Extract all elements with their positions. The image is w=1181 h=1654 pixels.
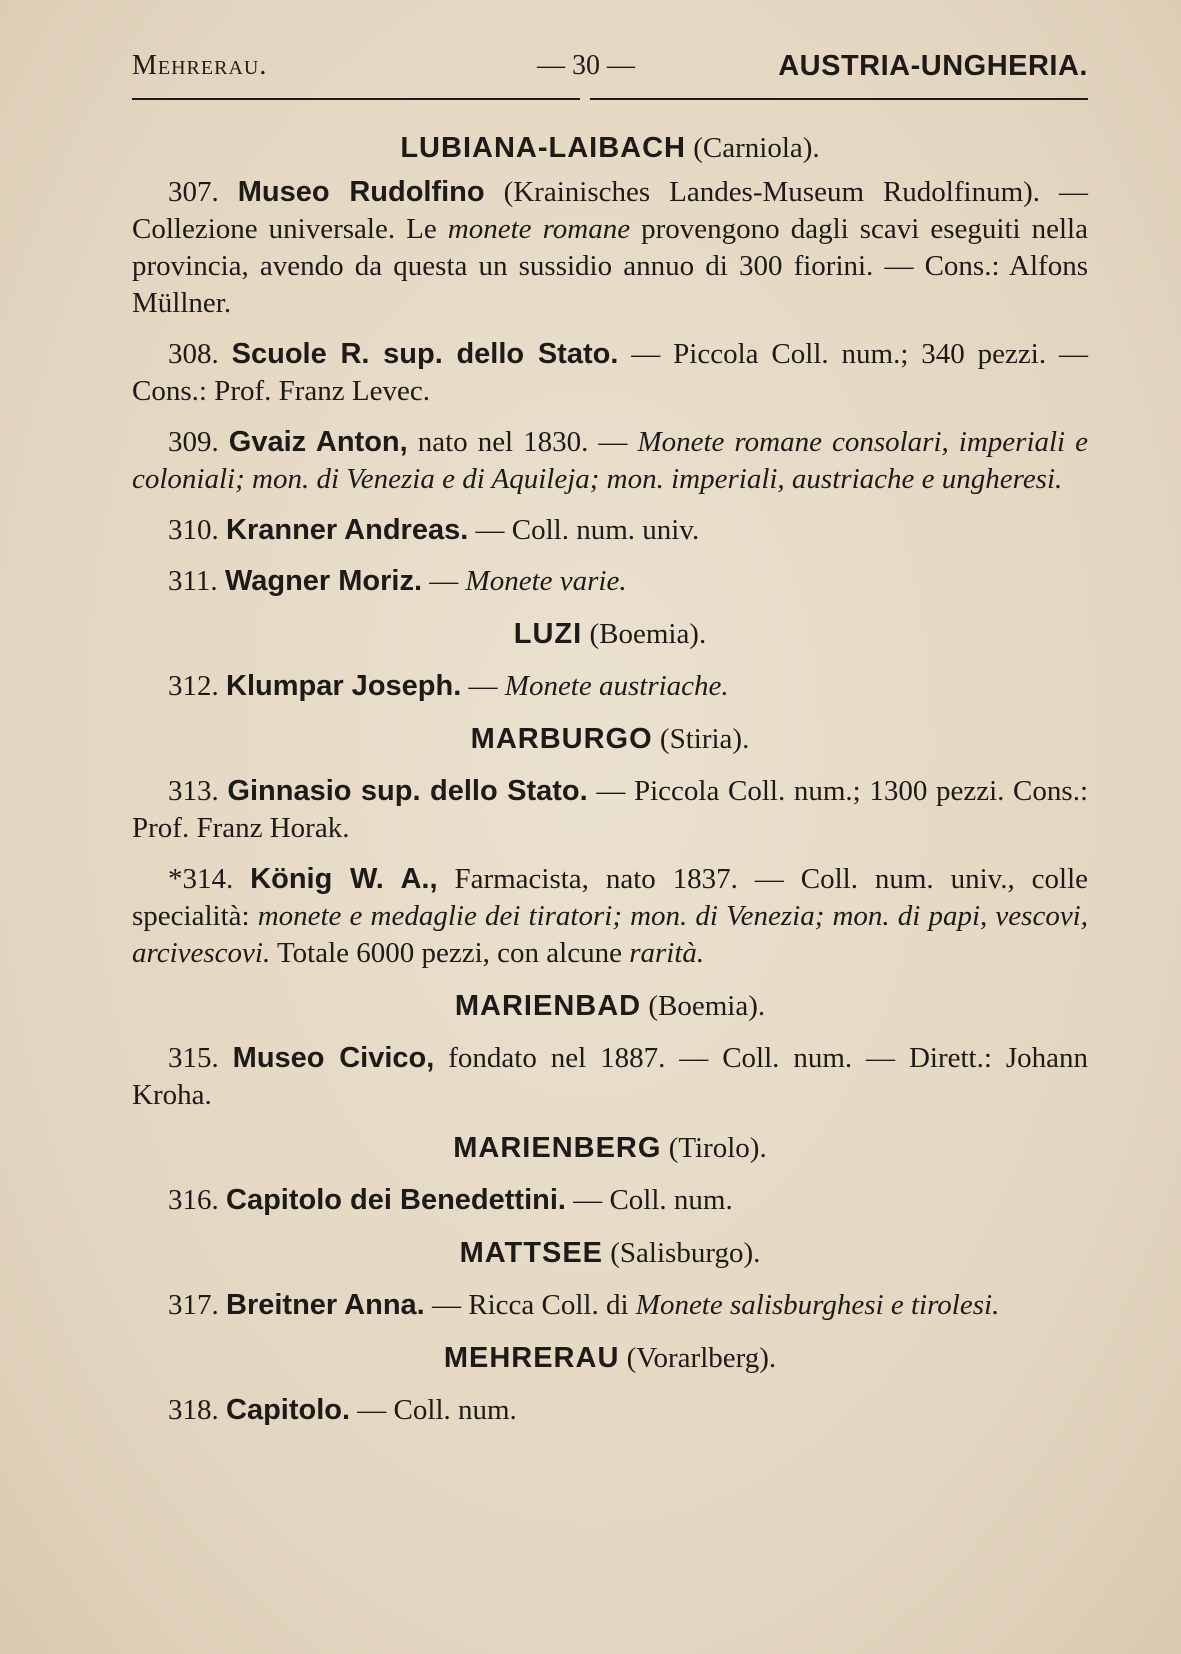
- section-region: (Boemia).: [648, 990, 766, 1022]
- entry-name: Scuole R. sup. dello Stato.: [231, 338, 619, 370]
- entry-text: (Krainisches Landes-Museum Rudolfinum). — Collezione universale. Le: [132, 176, 1089, 245]
- entry-number: 310.: [168, 514, 219, 546]
- entry: [132, 1287, 1088, 1324]
- entry-name: Wagner Moriz.: [224, 565, 423, 597]
- header-rule-right: [590, 98, 1088, 100]
- entry-number: 316.: [168, 1184, 219, 1216]
- section-city: MARIENBAD: [454, 990, 642, 1022]
- entry-italic: Monete salisburghesi e tirolesi.: [635, 1289, 1000, 1321]
- header-rule-left: [132, 98, 580, 100]
- entry-text: — Piccola Coll. num.; 340 pezzi. — Cons.: Prof. Franz Levec.: [132, 338, 1088, 407]
- entry: [132, 1392, 1088, 1429]
- entry-text-after: provengono dagli scavi eseguiti nella provincia, avendo da questa un sussidio annuo di 300 fiorini. — Cons.: Alfons Müllner.: [132, 213, 1088, 319]
- section-heading: [132, 986, 1088, 1026]
- entry-number: 317.: [168, 1289, 219, 1321]
- entry-name: Gvaiz Anton,: [228, 426, 408, 458]
- entry-number: 318.: [168, 1394, 219, 1426]
- entry-italic: monete e medaglie dei tiratori; mon. di Venezia; mon. di papi, vescovi, arcivescovi.: [132, 900, 1088, 969]
- section-heading: [132, 1338, 1088, 1378]
- entry-text: —: [461, 670, 505, 702]
- section-city: LUZI: [513, 618, 583, 650]
- entry-name: Klumpar Joseph.: [226, 670, 462, 702]
- entry-number: 315.: [168, 1042, 219, 1074]
- section-city: LUBIANA-LAIBACH: [400, 132, 686, 164]
- entry-name: Capitolo dei Benedettini.: [226, 1184, 566, 1216]
- entry-italic: Monete varie.: [465, 565, 627, 597]
- entry-name: König W. A.,: [250, 863, 438, 895]
- entry-text: —: [422, 565, 466, 597]
- entry: [132, 336, 1088, 410]
- entry-italic: Monete austriache.: [504, 670, 729, 702]
- section-city: MARBURGO: [470, 723, 653, 755]
- section-heading: [132, 1233, 1088, 1273]
- running-header: [132, 50, 1088, 90]
- entry: [132, 668, 1088, 705]
- entry-text: fondato nel 1887. — Coll. num. — Dirett.: Johann Kroha.: [132, 1042, 1088, 1111]
- entry: [132, 424, 1088, 498]
- entry: [132, 861, 1088, 972]
- header-right: AUSTRIA-UNGHERIA.: [778, 50, 1088, 82]
- entry-number: 313.: [168, 775, 219, 807]
- entry-italic: Monete romane consolari, imperiali e coloniali; mon. di Venezia e di Aquileja; mon. imperiali, austriache e ungheresi.: [132, 426, 1089, 495]
- entry-number: 311.: [168, 565, 218, 597]
- entry: [132, 512, 1088, 549]
- entry: [132, 1040, 1088, 1114]
- entry-italic: monete romane: [447, 213, 631, 245]
- page-body: [132, 128, 1088, 1443]
- entry: [132, 1182, 1088, 1219]
- entry-name: Museo Rudolfino: [237, 176, 485, 208]
- entry-text: — Ricca Coll. di: [424, 1289, 636, 1321]
- entry-text: — Coll. num. univ.: [468, 514, 700, 546]
- entry-number: 312.: [168, 670, 219, 702]
- section-region: (Tirolo).: [668, 1132, 767, 1164]
- entry-text: Farmacista, nato 1837. — Coll. num. univ., colle specialità:: [132, 863, 1088, 932]
- section-city: MARIENBERG: [453, 1132, 662, 1164]
- entry: [132, 174, 1088, 322]
- entry-number: 309.: [168, 426, 219, 458]
- section-region: (Stiria).: [659, 723, 750, 755]
- entry-name: Kranner Andreas.: [226, 514, 469, 546]
- section-region: (Carniola).: [693, 132, 820, 164]
- entry-text: — Piccola Coll. num.; 1300 pezzi. Cons.: Prof. Franz Horak.: [132, 775, 1088, 844]
- entry: [132, 563, 1088, 600]
- section-heading: [132, 719, 1088, 759]
- entry-name: Capitolo.: [226, 1394, 351, 1426]
- entry-number: *314.: [168, 863, 234, 895]
- section-city: MEHRERAU: [443, 1342, 620, 1374]
- header-left: Mehrerau.: [132, 50, 268, 81]
- entry-name: Museo Civico,: [232, 1042, 435, 1074]
- entry-name: Breitner Anna.: [226, 1289, 425, 1321]
- entry-text: nato nel 1830. —: [407, 426, 638, 458]
- section-region: (Vorarlberg).: [626, 1342, 777, 1374]
- entry: [132, 773, 1088, 847]
- section-heading: [132, 614, 1088, 654]
- section-region: (Boemia).: [589, 618, 707, 650]
- section-city: MATTSEE: [459, 1237, 604, 1269]
- entry-text: — Coll. num.: [350, 1394, 517, 1426]
- entry-number: 308.: [168, 338, 219, 370]
- section-heading: [132, 128, 1088, 168]
- entry-italic: rarità.: [629, 937, 705, 969]
- entry-name: Ginnasio sup. dello Stato.: [227, 775, 588, 807]
- section-heading: [132, 1128, 1088, 1168]
- page-number: — 30 —: [537, 50, 635, 81]
- entry-text: — Coll. num.: [565, 1184, 733, 1216]
- section-region: (Salisburgo).: [610, 1237, 761, 1269]
- entry-text-after: Totale 6000 pezzi, con alcune: [270, 937, 630, 969]
- entry-number: 307.: [168, 176, 219, 208]
